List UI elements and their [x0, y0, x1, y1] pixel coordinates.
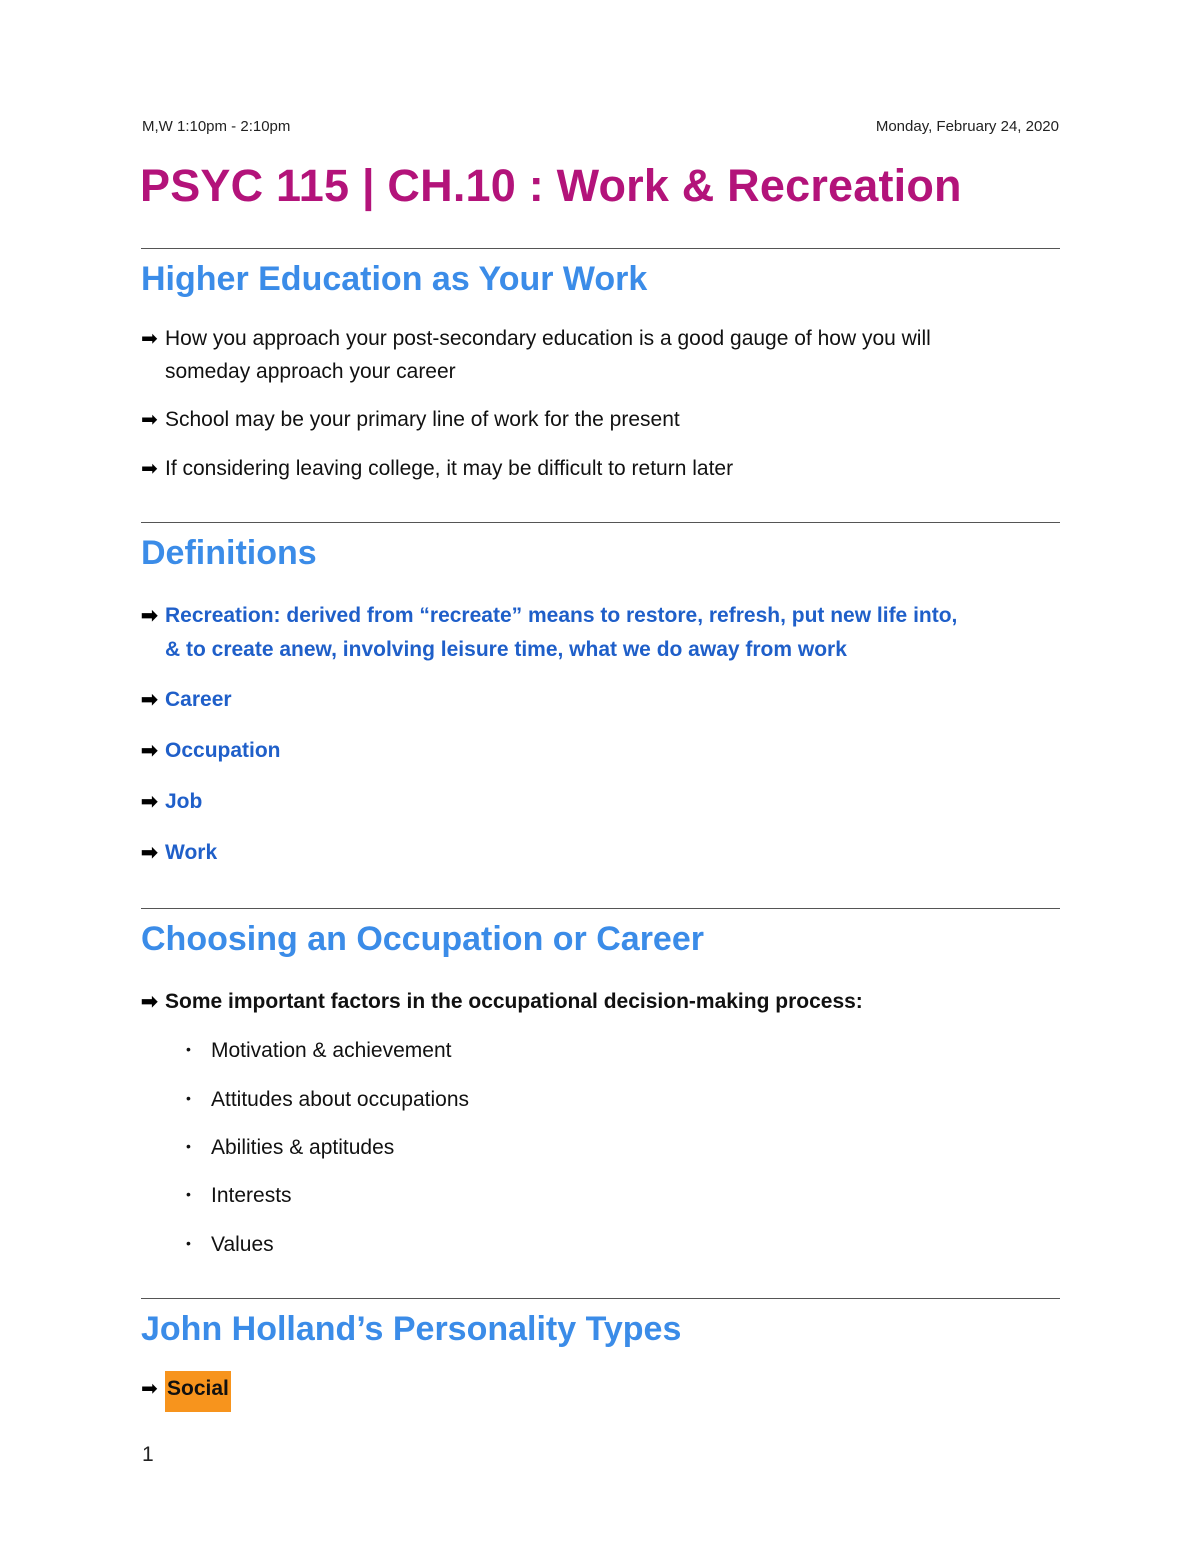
item-text: School may be your primary line of work for the present [165, 408, 680, 431]
highlighted-term: Social [165, 1371, 231, 1412]
term-item [141, 734, 281, 768]
definition-continuation [141, 633, 847, 666]
arrow-icon: ➡ [141, 740, 158, 762]
page-title: PSYC 115 | CH.10 : Work & Recreation [140, 160, 962, 211]
definition-text: & to create anew, involving leisure time, what we do away from work [165, 638, 847, 661]
divider [141, 248, 1060, 249]
bullet-icon: • [186, 1138, 191, 1154]
list-item [141, 452, 733, 486]
arrow-icon: ➡ [141, 458, 158, 480]
divider [141, 908, 1060, 909]
arrow-icon: ➡ [141, 791, 158, 813]
definition-text: Recreation: derived from “recreate” means to restore, refresh, put new life into, [165, 604, 958, 627]
factor-item [186, 1227, 274, 1261]
factor-item [186, 1082, 469, 1116]
item-text: If considering leaving college, it may be difficult to return later [165, 457, 734, 480]
term-item [141, 836, 217, 870]
term-text: Occupation [165, 739, 281, 762]
bullet-icon: • [186, 1090, 191, 1106]
section-title-higher-education: Higher Education as Your Work [141, 260, 648, 298]
term-item [141, 785, 202, 819]
factor-text: Motivation & achievement [211, 1039, 452, 1062]
arrow-icon: ➡ [141, 1378, 158, 1400]
class-schedule: M,W 1:10pm - 2:10pm [142, 118, 291, 135]
factor-text: Values [211, 1233, 274, 1256]
list-item [141, 985, 863, 1019]
divider [141, 522, 1060, 523]
note-date: Monday, February 24, 2020 [875, 118, 1059, 135]
definition-item [141, 599, 957, 633]
section-title-holland-types: John Holland’s Personality Types [141, 1310, 682, 1348]
item-text: someday approach your career [165, 360, 456, 383]
divider [141, 1298, 1060, 1299]
section-title-choosing-occupation: Choosing an Occupation or Career [141, 920, 704, 958]
arrow-icon: ➡ [141, 689, 158, 711]
factor-item [186, 1178, 292, 1212]
item-text: How you approach your post-secondary education is a good gauge of how you will [165, 327, 931, 350]
term-text: Work [165, 841, 218, 864]
term-text: Job [165, 790, 203, 813]
term-item [141, 683, 232, 717]
page-number: 1 [142, 1443, 154, 1466]
list-item [141, 403, 680, 437]
factor-text: Abilities & aptitudes [211, 1136, 395, 1159]
arrow-icon: ➡ [141, 842, 158, 864]
item-text: Some important factors in the occupational decision-making process: [165, 990, 863, 1013]
factor-item [186, 1130, 394, 1164]
list-item [141, 1372, 231, 1406]
bullet-icon: • [186, 1235, 191, 1251]
factor-text: Interests [211, 1184, 292, 1207]
factor-text: Attitudes about occupations [211, 1088, 470, 1111]
term-text: Career [165, 688, 232, 711]
list-item [141, 322, 931, 356]
arrow-icon: ➡ [141, 409, 158, 431]
bullet-icon: • [186, 1186, 191, 1202]
arrow-icon: ➡ [141, 605, 158, 627]
bullet-icon: • [186, 1041, 191, 1057]
factor-item [186, 1033, 451, 1067]
list-item-continuation [141, 355, 456, 388]
arrow-icon: ➡ [141, 991, 158, 1013]
section-title-definitions: Definitions [141, 534, 317, 572]
arrow-icon: ➡ [141, 328, 158, 350]
